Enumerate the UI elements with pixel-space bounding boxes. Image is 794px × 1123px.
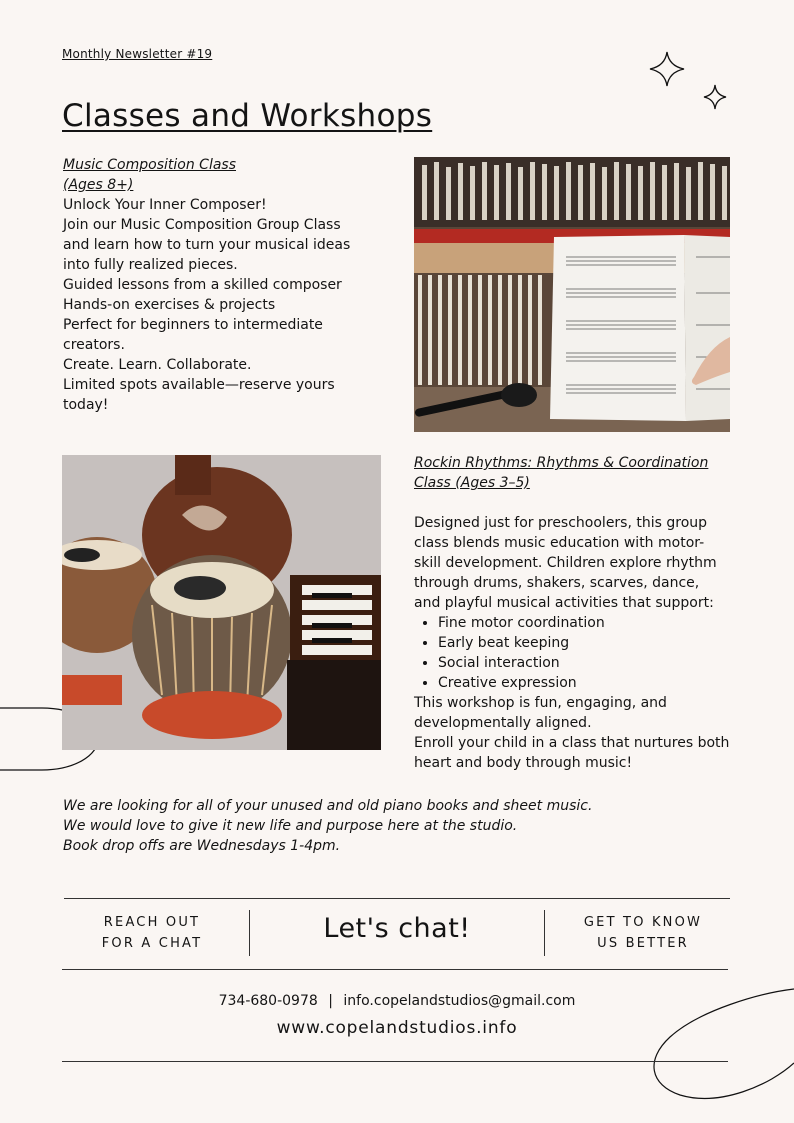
donation-line: We are looking for all of your unused and old piano books and sheet music. xyxy=(63,798,593,814)
divider xyxy=(64,898,730,899)
contact-separator: | xyxy=(328,993,333,1009)
sparkle-icon xyxy=(704,85,726,109)
newsletter-kicker: Monthly Newsletter #19 xyxy=(62,47,213,61)
reach-out-line2: FOR A CHAT xyxy=(101,936,203,951)
composition-line: Perfect for beginners to intermediate creators. xyxy=(63,317,323,353)
donation-line: We would love to give it new life and purpose here at the studio. xyxy=(63,818,518,834)
rhythms-class-heading: Rockin Rhythms: Rhythms & Coordination Class (Ages 3–5) xyxy=(414,455,709,491)
composition-class-ages: (Ages 8+) xyxy=(63,177,134,193)
donation-line: Book drop offs are Wednesdays 1-4pm. xyxy=(63,838,341,854)
reach-out-label xyxy=(62,912,242,954)
tabla-instruments-photo xyxy=(62,455,381,750)
rhythms-class-outro: This workshop is fun, engaging, and developmentally aligned. xyxy=(414,695,667,731)
website-link[interactable]: www.copelandstudios.info xyxy=(276,1018,518,1038)
composition-line: Join our Music Composition Group Class and learn how to turn your musical ideas into fully realized pieces. xyxy=(63,217,351,273)
composition-line: Create. Learn. Collaborate. xyxy=(63,357,252,373)
composition-line: Guided lessons from a skilled composer xyxy=(63,277,342,293)
email-link[interactable]: info.copelandstudios@gmail.com xyxy=(343,993,576,1009)
get-to-know-line2: US BETTER xyxy=(597,936,689,951)
contact-line xyxy=(0,993,794,1009)
page-title: Classes and Workshops xyxy=(62,98,433,134)
piano-sheet-music-photo xyxy=(414,157,730,432)
composition-class-section xyxy=(63,155,383,415)
phone-link[interactable]: 734-680-0978 xyxy=(218,993,318,1009)
rhythms-class-intro: Designed just for preschoolers, this group class blends music education with motor-skill development. Children explore rhythm through drums, shakers, scarves, dance, and playful musical activities that support: xyxy=(414,515,717,611)
rhythms-benefits-list xyxy=(414,613,744,693)
sparkle-icon xyxy=(650,52,684,86)
reach-out-line1: REACH OUT xyxy=(103,915,201,930)
rhythms-class-enroll: Enroll your child in a class that nurtures both heart and body through music! xyxy=(414,735,730,771)
divider xyxy=(62,1061,728,1062)
divider xyxy=(62,969,728,970)
list-item: • Early beat keeping xyxy=(438,633,744,653)
donation-note xyxy=(63,796,592,856)
spacer xyxy=(414,493,744,513)
get-to-know-label xyxy=(548,912,738,954)
composition-line: Limited spots available—reserve yours today! xyxy=(63,377,335,413)
list-item: • Social interaction xyxy=(438,653,744,673)
sparkles-decoration xyxy=(646,48,736,114)
get-to-know-line1: GET TO KNOW xyxy=(583,915,703,930)
divider xyxy=(544,910,545,956)
composition-class-heading: Music Composition Class xyxy=(63,157,236,173)
rhythms-class-section xyxy=(414,453,744,773)
list-item: • Creative expression xyxy=(438,673,744,693)
composition-line: Unlock Your Inner Composer! xyxy=(63,197,267,213)
composition-line: Hands-on exercises & projects xyxy=(63,297,276,313)
list-item: • Fine motor coordination xyxy=(438,613,744,633)
lets-chat-heading: Let's chat! xyxy=(323,913,471,944)
